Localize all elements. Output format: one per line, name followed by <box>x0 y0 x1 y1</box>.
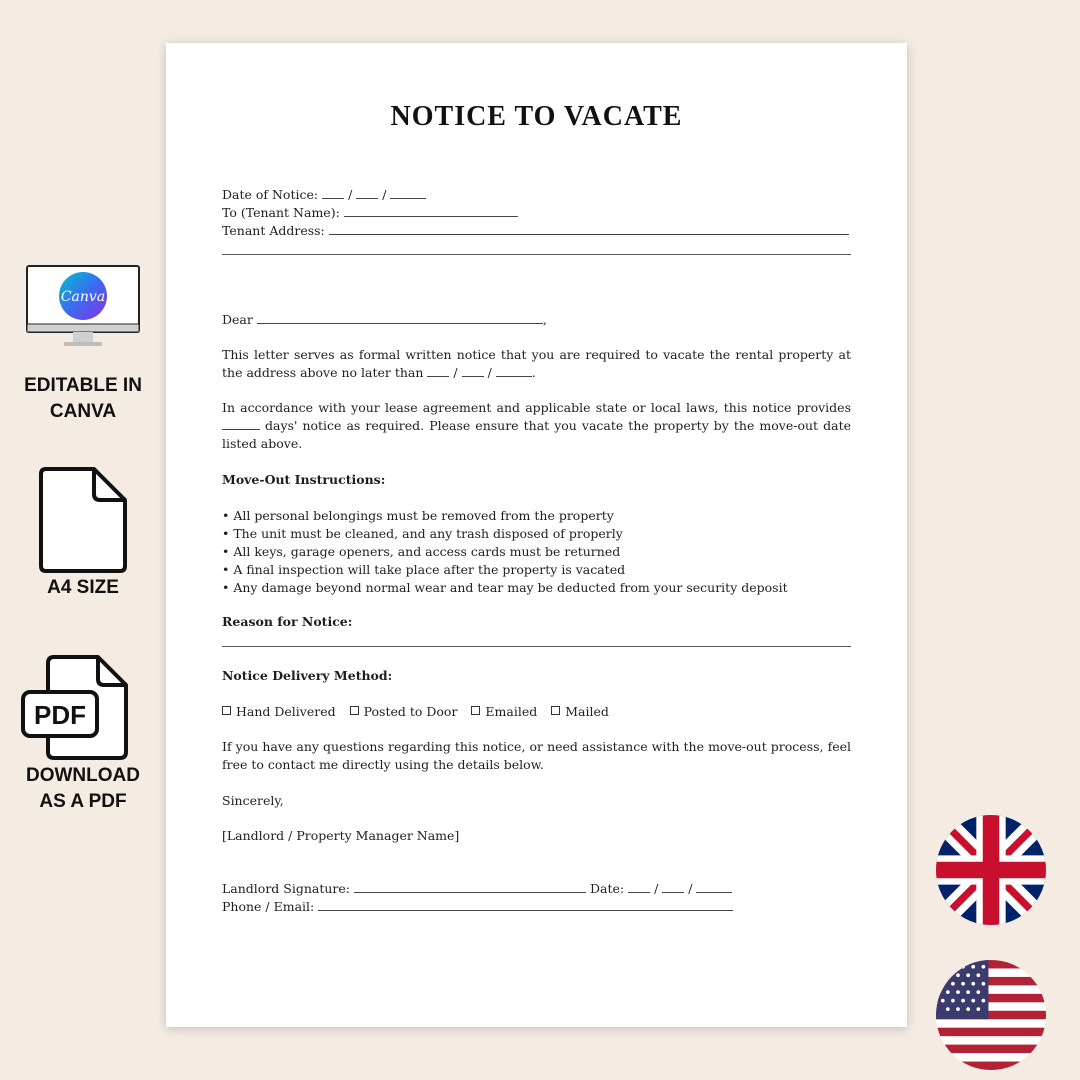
reason-rule[interactable] <box>222 646 851 647</box>
dear-line: Dear , <box>222 312 547 327</box>
instructions-list <box>222 507 788 597</box>
canva-logo-text: Canva <box>60 289 106 305</box>
date-blank-day[interactable] <box>356 186 378 199</box>
feature-label-a4: A4 SIZE <box>47 577 119 598</box>
instruction-item: • Any damage beyond normal wear and tear may be deducted from your security deposit <box>222 580 788 595</box>
checkbox-icon[interactable] <box>551 706 560 715</box>
document-page <box>166 43 907 1027</box>
pdf-file-icon <box>20 654 130 762</box>
landlord-name: [Landlord / Property Manager Name] <box>222 828 460 843</box>
date-blank-year[interactable] <box>390 186 426 199</box>
monitor-canva-icon <box>26 264 141 350</box>
delivery-options <box>222 703 619 721</box>
delivery-heading: Notice Delivery Method: <box>222 668 393 683</box>
delivery-option-posted[interactable]: Posted to Door <box>350 704 458 719</box>
paragraph-lease-agreement: In accordance with your lease agreement and applicable state or local laws, this notice provides days' notice as required. Please ensure that you vacate the property by the move-out date listed above. <box>222 400 851 451</box>
sincerely: Sincerely, <box>222 793 284 808</box>
checkbox-icon[interactable] <box>222 706 231 715</box>
tenant-address-blank[interactable] <box>329 222 849 235</box>
feature-label-canva: EDITABLE IN CANVA <box>24 375 142 422</box>
instruction-item: • All personal belongings must be removed from the property <box>222 508 614 523</box>
signature-line: Landlord Signature: Date: / / <box>222 880 732 898</box>
tenant-name-blank[interactable] <box>344 204 518 217</box>
pdf-badge-text: PDF <box>34 700 86 730</box>
instruction-item: • A final inspection will take place after the property is vacated <box>222 562 626 577</box>
us-flag-icon <box>936 960 1046 1070</box>
delivery-option-mailed[interactable]: Mailed <box>551 704 609 719</box>
phone-email-line: Phone / Email: <box>222 898 733 916</box>
checkbox-icon[interactable] <box>350 706 359 715</box>
days-blank[interactable] <box>222 417 260 430</box>
uk-flag-icon <box>936 815 1046 925</box>
dear-blank[interactable] <box>257 311 543 324</box>
feature-label-pdf: DOWNLOAD AS A PDF <box>26 765 140 812</box>
instruction-item: • All keys, garage openers, and access cards must be returned <box>222 544 621 559</box>
phone-email-blank[interactable] <box>318 898 733 911</box>
instruction-item: • The unit must be cleaned, and any trash disposed of properly <box>222 526 623 541</box>
address-rule <box>222 254 851 255</box>
tenant-address-line: Tenant Address: <box>222 222 849 240</box>
paragraph-vacate-notice: This letter serves as formal written notice that you are required to vacate the rental property at the address above no later than / / . <box>222 347 851 380</box>
date-blank-month[interactable] <box>322 186 344 199</box>
checkbox-icon[interactable] <box>471 706 480 715</box>
paragraph-questions: If you have any questions regarding this notice, or need assistance with the move-out process, feel free to contact me directly using the details below. <box>222 739 851 772</box>
signature-blank[interactable] <box>354 880 586 893</box>
date-of-notice-line: Date of Notice: / / <box>222 186 426 204</box>
move-out-heading: Move-Out Instructions: <box>222 472 386 487</box>
tenant-name-line: To (Tenant Name): <box>222 204 518 222</box>
document-icon <box>38 466 128 574</box>
delivery-option-hand[interactable]: Hand Delivered <box>222 704 336 719</box>
reason-heading: Reason for Notice: <box>222 614 353 629</box>
delivery-option-emailed[interactable]: Emailed <box>471 704 537 719</box>
document-title: NOTICE TO VACATE <box>390 101 683 132</box>
